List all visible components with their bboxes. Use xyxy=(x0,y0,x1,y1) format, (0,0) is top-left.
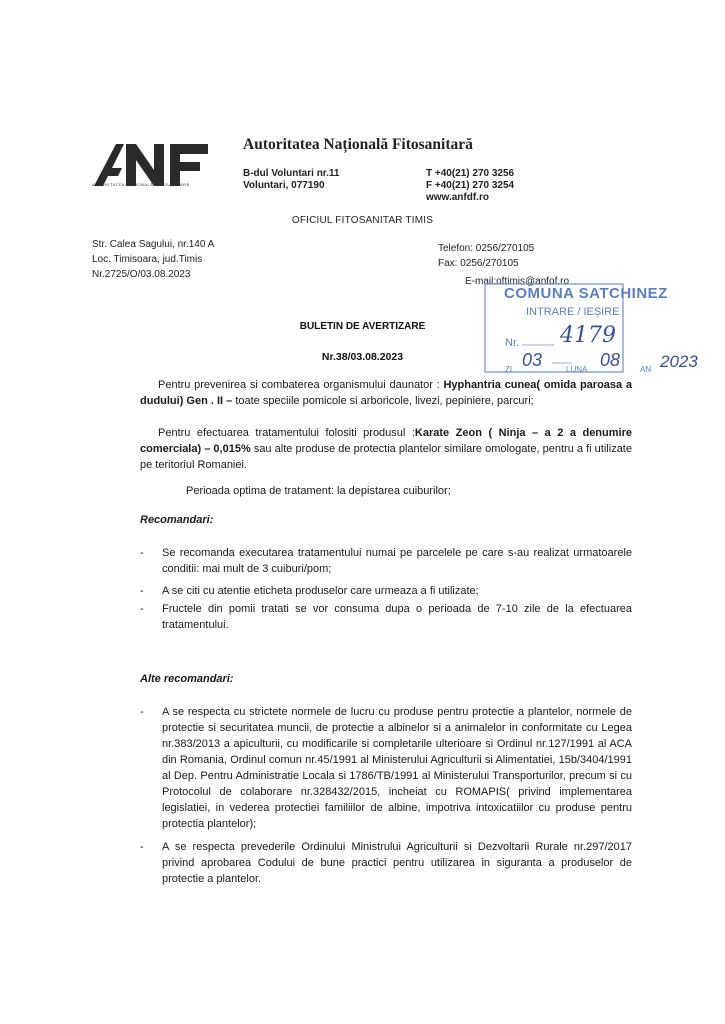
stamp-year-label: AN xyxy=(640,365,652,374)
bullet-dash: - xyxy=(140,706,144,718)
treatment-period: Perioada optima de tratament: la depistarea cuiburilor; xyxy=(186,485,451,497)
list-item: - Se recomanda executarea tratamentului numai pe parcelele pe care s-au realizat urmatoarele conditii: mai mult de 3 cuiburi/pom; xyxy=(140,547,632,575)
stamp-year-value: 2023 xyxy=(660,352,698,371)
office-city: Loc. Timisoara, jud.Timis xyxy=(92,254,203,265)
office-phone: Telefon: 0256/270105 xyxy=(438,243,535,254)
office-title: OFICIUL FITOSANITAR TIMIS xyxy=(291,215,434,226)
website-line: www.anfdf.ro xyxy=(426,192,489,203)
office-email: E-mail:oftimis@anfof.ro xyxy=(465,276,570,287)
address-line: B-dul Voluntari nr.11 xyxy=(243,168,340,179)
stamp-entry-exit: INTRARE / IEȘIRE xyxy=(526,306,620,318)
product-name: Karate Zeon ( Ninja – a 2 a denumire comerciala) – 0,015% xyxy=(140,427,632,455)
fax-line: F +40(21) 270 3254 xyxy=(426,180,515,191)
bullet-dash: - xyxy=(140,547,144,559)
other-recommendations-heading: Alte recomandari: xyxy=(140,673,234,685)
organization-name: Autoritatea Națională Fitosanitară xyxy=(243,136,473,153)
paragraph-product: Pentru efectuarea tratamentului folositi produsul :Karate Zeon ( Ninja – a 2 a denumire comerciala) – 0,015% sau alte produse de protectia plantelor similare omologate, pentru a fi utilizate pe teritoriul Romaniei. xyxy=(140,427,632,471)
bulletin-number: Nr.38/03.08.2023 xyxy=(321,351,404,363)
address-line: Voluntari, 077190 xyxy=(243,180,325,191)
bullet-dash: - xyxy=(140,841,144,853)
office-street: Str. Calea Sagului, nr.140 A xyxy=(92,239,215,250)
header-address xyxy=(243,168,340,192)
header-contact xyxy=(426,168,514,204)
stamp-nr-value: 4179 xyxy=(560,323,616,348)
recommendations-heading: Recomandari: xyxy=(140,514,214,526)
phone-line: T +40(21) 270 3256 xyxy=(426,168,515,179)
office-contact xyxy=(438,241,534,271)
list-item: - A se citi cu atentie eticheta produselor care urmeaza a fi utilizate; xyxy=(140,585,479,597)
logo-subtitle: AUTORITATEA NAȚIONALĂ FITOSANITARĂ xyxy=(92,182,190,187)
stamp-month-label: LUNA xyxy=(566,365,588,374)
bulletin-title: BULETIN DE AVERTIZARE xyxy=(299,321,426,332)
anf-logo xyxy=(92,138,212,188)
office-address xyxy=(92,237,214,282)
list-item: - Fructele din pomii tratati se vor consuma dupa o perioada de 7-10 zile de la efectuarea tratamentului. xyxy=(140,603,632,631)
organism-name: Hyphantria cunea( omida paroasa a dudului) Gen . II – xyxy=(140,379,632,407)
bullet-dash: - xyxy=(140,603,144,615)
stamp-commune-name: COMUNA SATCHINEZ xyxy=(504,285,668,302)
list-item: - A se respecta prevederile Ordinului Ministrului Agriculturii si Dezvoltarii Rurale nr.297/2017 privind aprobarea Codului de bune practici pentru utilizarea in siguranta a produselor de protectie a plantelor. xyxy=(140,841,632,885)
stamp-month-value: 08 xyxy=(600,350,621,370)
stamp-day-label: ZI xyxy=(505,365,513,374)
list-item: - A se respecta cu strictete normele de lucru cu produse pentru protectie a plantelor, normele de protectie si securitatea muncii, de protectie a albinelor si a animalelor in conformitate cu Legea nr.383/2013 a apiculturii, cu modificarile si completarile ulterioare si Ordinul nr.127/1991 al ACA din Romania, Ordinul comun nr.45/1991 al Ministerului Agriculturii si Alimentatiei, 15b/3404/1991 al Dep. Pentru Administratie Locala si 1786/TB/1991 al Ministerului Transporturilor, precum si cu Protocolul de colaborare nr.328432/2015, incheiat cu ROMAPIS( privind implementarea legislatiei, in vederea protectiei familiilor de albine, impotriva intoxicatiilor cu produse pentru protectia plantelor); xyxy=(140,706,632,830)
bullet-dash: - xyxy=(140,585,144,597)
stamp-day-value: 03 xyxy=(522,350,543,370)
document-number: Nr.2725/O/03.08.2023 xyxy=(92,269,191,280)
stamp-nr-label: Nr. xyxy=(505,337,520,349)
paragraph-organism: Pentru prevenirea si combaterea organismului daunator : Hyphantria cunea( omida paroasa a dudului) Gen . II – toate speciile pomicole si arboricole, livezi, pepiniere, parcuri; xyxy=(140,379,632,407)
office-fax: Fax: 0256/270105 xyxy=(438,258,519,269)
